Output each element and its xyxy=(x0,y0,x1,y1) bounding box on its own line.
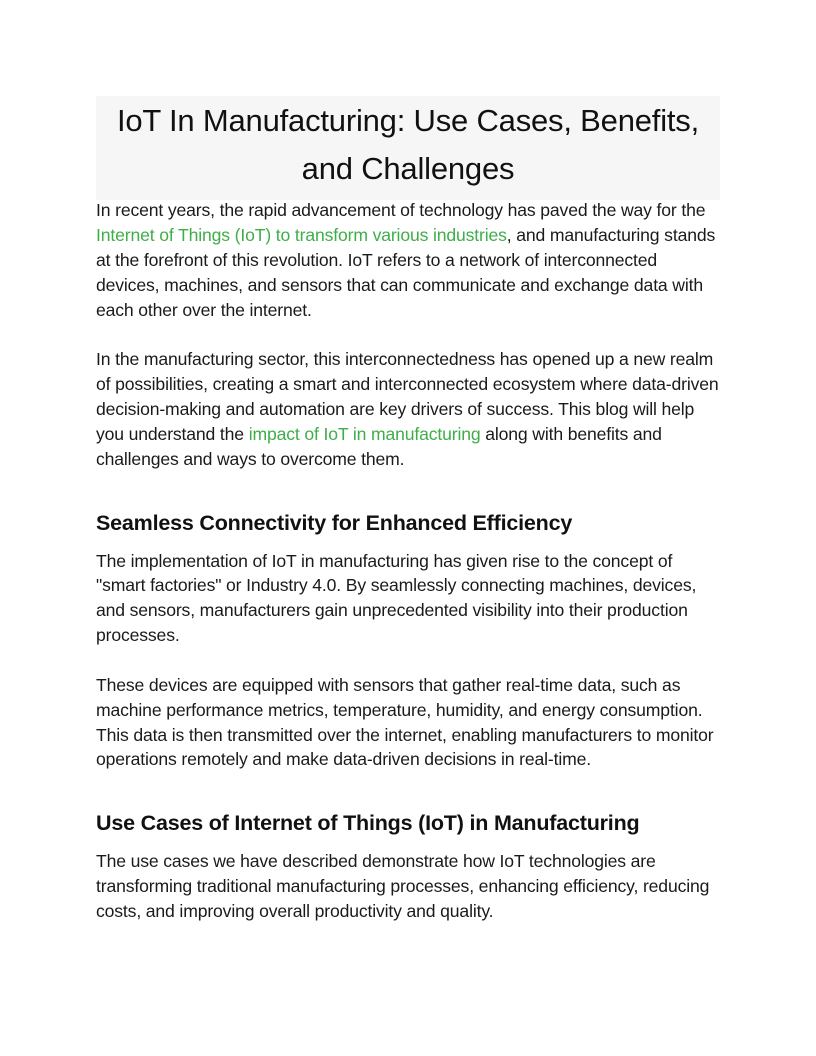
section-heading-use-cases: Use Cases of Internet of Things (IoT) in Manufacturing xyxy=(96,811,640,836)
title-banner xyxy=(96,96,720,200)
intro-p1-text-start: In recent years, the rapid advancement of technology has paved the way for the xyxy=(96,200,706,220)
use-cases-paragraph-1: The use cases we have described demonstrate how IoT technologies are transforming traditional manufacturing processes, enhancing efficiency, reducing costs, and improving overall productivity and quality. xyxy=(96,851,710,922)
impact-of-iot-link[interactable]: impact of IoT in manufacturing xyxy=(248,423,481,444)
intro-p2-text-end: along with benefits and challenges and ways to overcome them. xyxy=(96,423,662,469)
intro-paragraph-1 xyxy=(96,198,722,323)
page-title: IoT In Manufacturing: Use Cases, Benefits, and Challenges xyxy=(116,103,700,186)
iot-transform-industries-link[interactable]: Internet of Things (IoT) to transform various industries xyxy=(96,224,507,245)
intro-p1-text-end: , and manufacturing stands at the forefront of this revolution. IoT refers to a network of interconnected devices, machines, and sensors that can communicate and exchange data with each other over the internet. xyxy=(96,224,716,320)
intro-p2-text-start: In the manufacturing sector, this interconnectedness has opened up a new realm of possibilities, creating a smart and interconnected ecosystem where data-driven decision-making and automation are key drivers of success. This blog will help you understand the xyxy=(96,349,719,444)
connectivity-paragraph-1: The implementation of IoT in manufacturing has given rise to the concept of "smart factories" or Industry 4.0. By seamlessly connecting machines, devices, and sensors, manufacturers gain unprecedented visibility into their production processes. xyxy=(96,550,697,646)
section-heading-connectivity: Seamless Connectivity for Enhanced Efficiency xyxy=(96,510,573,535)
intro-paragraph-2 xyxy=(96,347,722,472)
article-body xyxy=(96,198,722,924)
connectivity-paragraph-2: These devices are equipped with sensors that gather real-time data, such as machine performance metrics, temperature, humidity, and energy consumption. This data is then transmitted over the internet, enabling manufacturers to monitor operations remotely and make data-driven decisions in real-time. xyxy=(96,674,714,770)
